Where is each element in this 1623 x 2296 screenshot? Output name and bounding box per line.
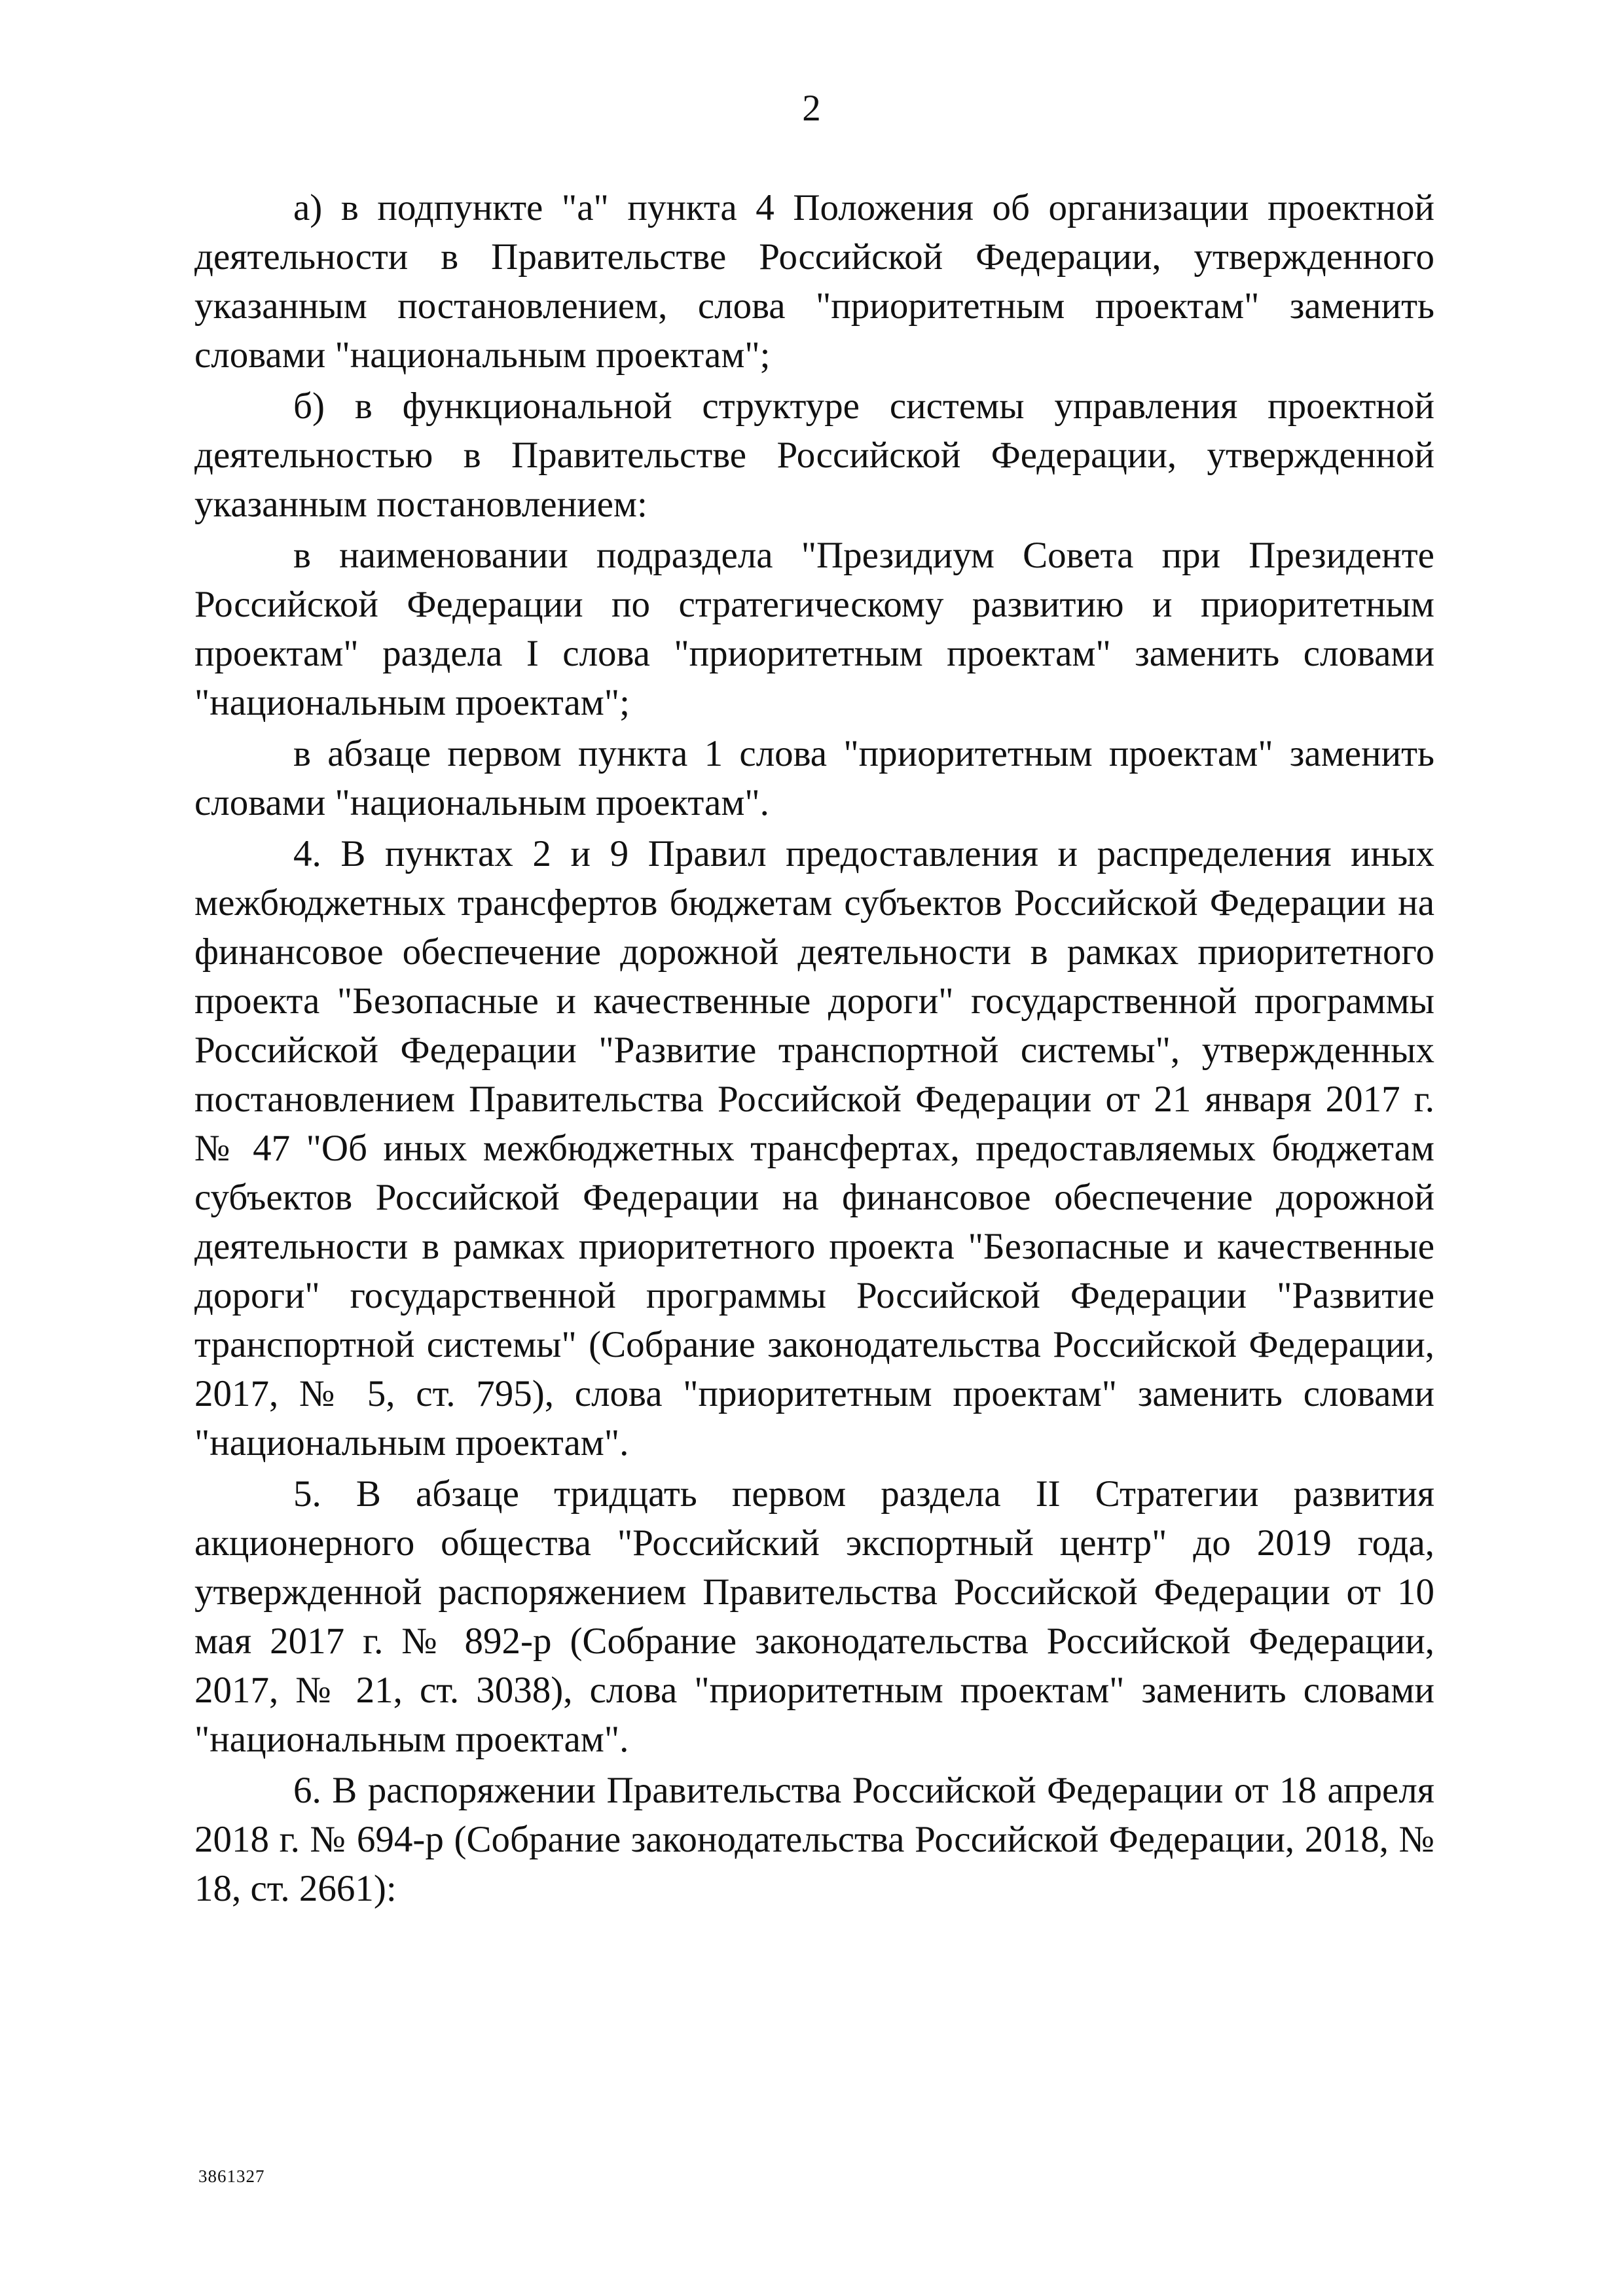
paragraph-5: 5. В абзаце тридцать первом раздела II Стратегии развития акционерного общества "Российский экспортный центр" до 2019 года, утвержденной распоряжением Правительства Российской Федерации от 10 мая 2017 г. № 892-р (Собрание законодательства Российской Федерации, 2017, № 21, ст. 3038), слова "приоритетным проектам" заменить словами "национальным проектам".	[194, 1473, 1434, 1760]
paragraph-3b: б) в функциональной структуре системы управления проектной деятельностью в Правительстве Российской Федерации, утвержденной указанным постановлением:	[194, 386, 1434, 525]
document-body	[194, 183, 1434, 1915]
page-number: 2	[802, 88, 821, 129]
paragraph-6: 6. В распоряжении Правительства Российской Федерации от 18 апреля 2018 г. № 694-р (Собрание законодательства Российской Федерации, 2018, № 18, ст. 2661):	[194, 1770, 1434, 1909]
paragraph-3b-subsection-name: в наименовании подраздела "Президиум Совета при Президенте Российской Федерации по стратегическому развитию и приоритетным проектам" раздела I слова "приоритетным проектам" заменить словами "национальным проектам";	[194, 535, 1434, 723]
paragraph-3b-point-1: в абзаце первом пункта 1 слова "приоритетным проектам" заменить словами "национальным проектам".	[194, 733, 1434, 823]
paragraph-3a: а) в подпункте "а" пункта 4 Положения об организации проектной деятельности в Правительстве Российской Федерации, утвержденного указанным постановлением, слова "приоритетным проектам" заменить словами "национальным проектам";	[194, 187, 1434, 376]
paragraph-4: 4. В пунктах 2 и 9 Правил предоставления и распределения иных межбюджетных трансфертов бюджетам субъектов Российской Федерации на финансовое обеспечение дорожной деятельности в рамках приоритетного проекта "Безопасные и качественные дороги" государственной программы Российской Федерации "Развитие транспортной системы", утвержденных постановлением Правительства Российской Федерации от 21 января 2017 г. № 47 "Об иных межбюджетных трансфертах, предоставляемых бюджетам субъектов Российской Федерации на финансовое обеспечение дорожной деятельности в рамках приоритетного проекта "Безопасные и качественные дороги" государственной программы Российской Федерации "Развитие транспортной системы" (Собрание законодательства Российской Федерации, 2017, № 5, ст. 795), слова "приоритетным проектам" заменить словами "национальным проектам".	[194, 833, 1434, 1463]
document-id: 3861327	[198, 2166, 265, 2186]
